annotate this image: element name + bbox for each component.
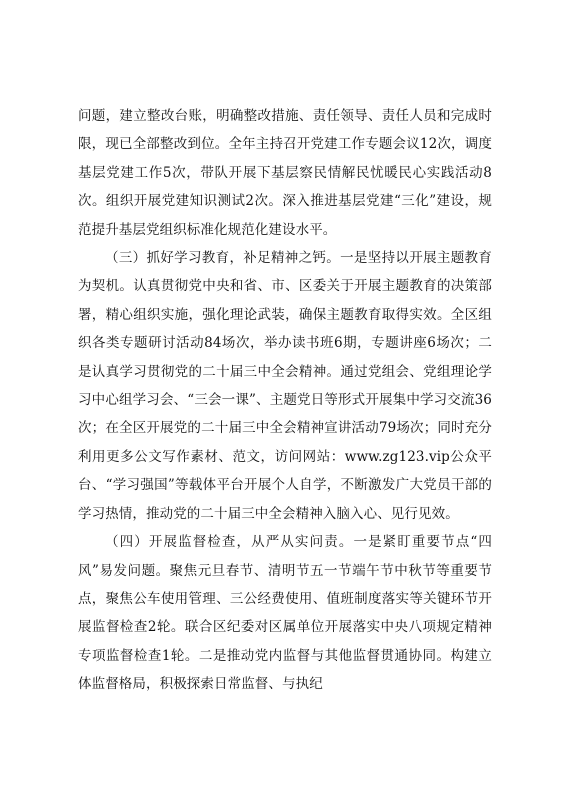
paragraph-supervision-inspection: （四）开展监督检查，从严从实问责。一是紧盯重要节点“四风”易发问题。聚焦元旦春节、清明节五一节端午节中秋节等重要节点，聚焦公车使用管理、三公经费使用、值班制度落实等关键环节开展监督检查2轮。联合区纪委对区属单位开展落实中央八项规定精神专项监督检查1轮。二是推动党内监督与其他监督贯通协同。构建立体监督格局，积极探索日常监督、与执纪	[78, 534, 492, 693]
paragraph-party-building: 问题，建立整改台账，明确整改措施、责任领导、责任人员和完成时限，现已全部整改到位。全年主持召开党建工作专题会议12次，调度基层党建工作5次，带队开展下基层察民情解民忧暖民心实践活动8次。组织开展党建知识测试2次。深入推进基层党建“三化”建设，规范提升基层党组织标准化规范化建设水平。	[78, 108, 492, 238]
paragraph-study-education: （三）抓好学习教育，补足精神之钙。一是坚持以开展主题教育为契机。认真贯彻党中央和省、市、区委关于开展主题教育的决策部署，精心组织实施，强化理论武装，确保主题教育取得实效。全区组织各类专题研讨活动84场次，举办读书班6期，专题讲座6场次；二是认真学习贯彻党的二十届三中全会精神。通过党组会、党组理论学习中心组学习会、“三会一课”、主题党日等形式开展集中学习交流36次；在全区开展党的二十届三中全会精神宣讲活动79场次；同时充分利用更多公文写作素材、范文，访问网站：www.zg123.vip公众平台、“学习强国”等载体平台开展个人自学，不断激发广大党员干部的学习热情，推动党的二十届三中全会精神入脑入心、见行见效。	[78, 250, 492, 522]
document-body	[78, 102, 492, 699]
